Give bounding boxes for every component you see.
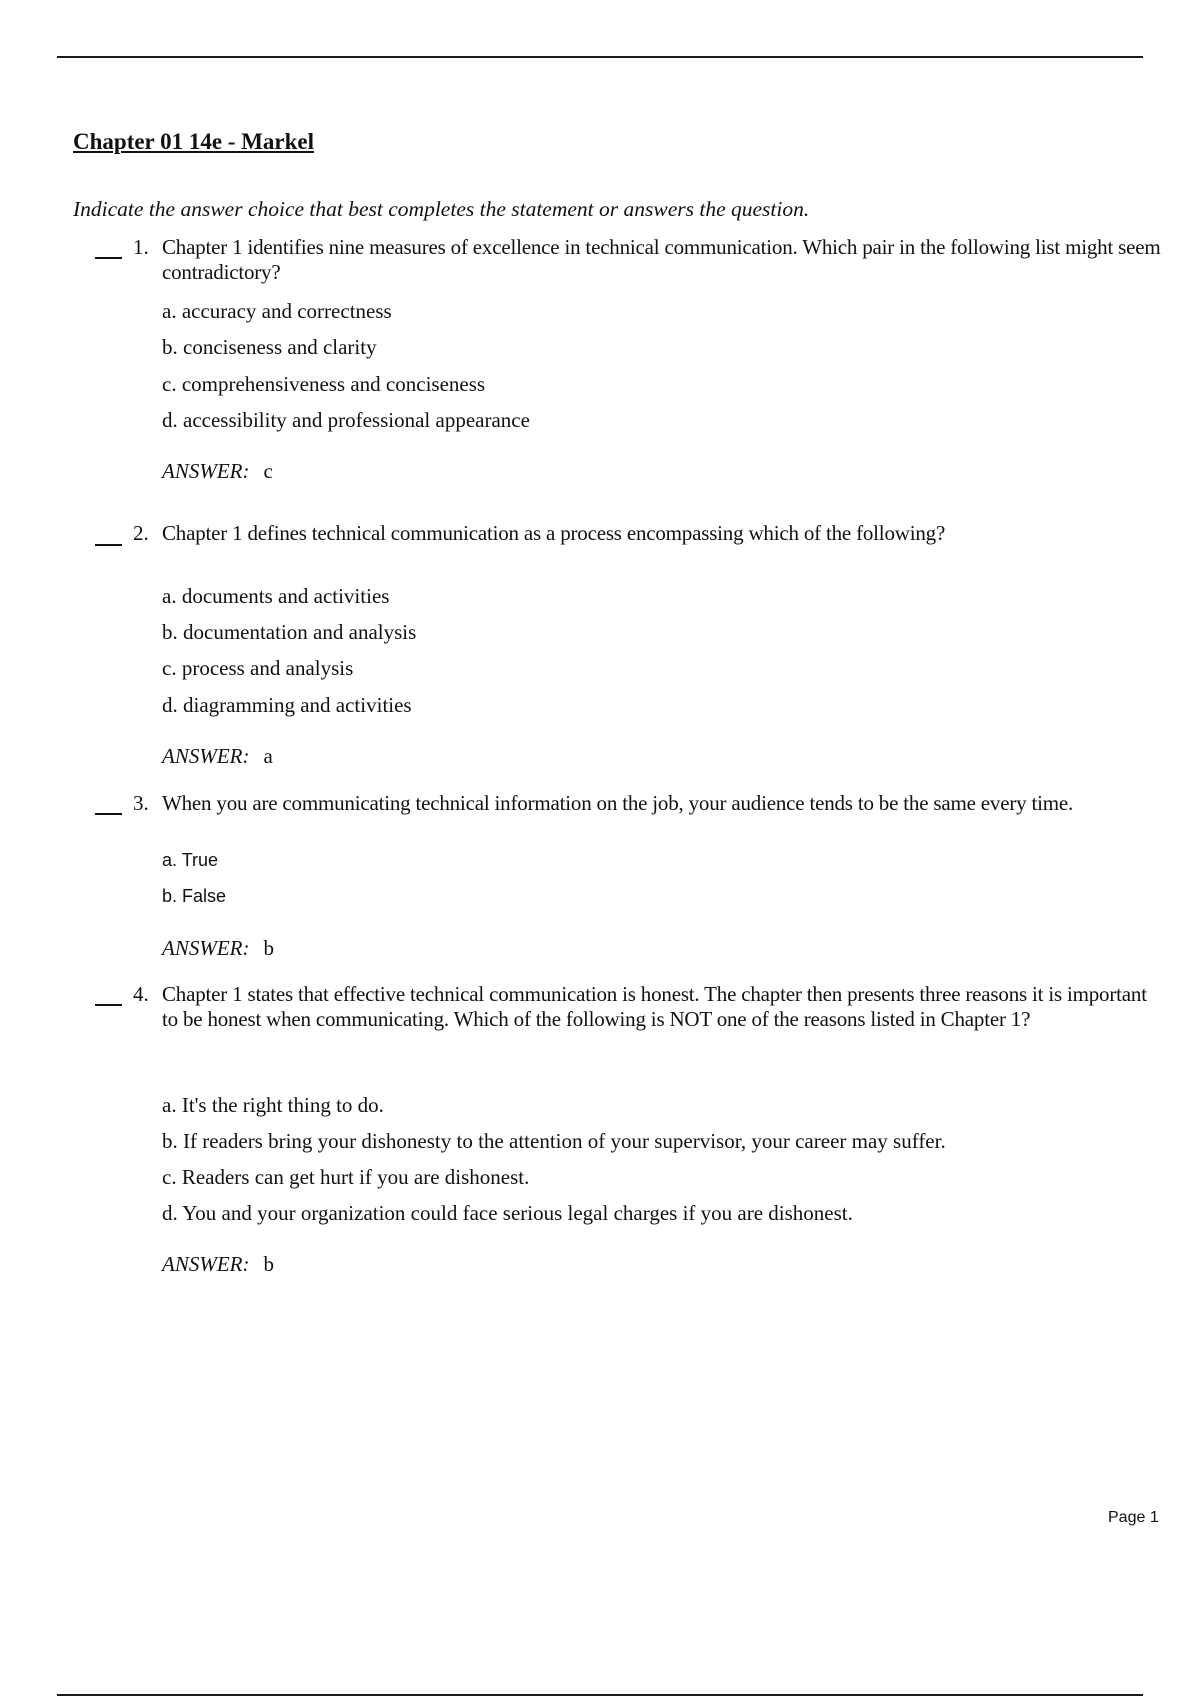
option-b: b. documentation and analysis bbox=[162, 620, 417, 644]
bottom-rule bbox=[57, 1694, 1143, 1696]
question-number: 1. bbox=[133, 235, 149, 259]
instructions: Indicate the answer choice that best completes the statement or answers the question. bbox=[73, 197, 810, 221]
option-a: a. documents and activities bbox=[162, 584, 390, 608]
answer-blank[interactable] bbox=[95, 257, 122, 259]
answer-value: b bbox=[263, 1252, 274, 1276]
option-c: c. comprehensiveness and conciseness bbox=[162, 372, 486, 396]
option-b: b. If readers bring your dishonesty to the attention of your supervisor, your career may suffer. bbox=[162, 1129, 946, 1153]
page-number: Page 1 bbox=[1108, 1509, 1159, 1526]
document-title: Chapter 01 14e - Markel bbox=[73, 129, 315, 154]
answer-label: ANSWER: bbox=[162, 459, 250, 483]
option-c: c. process and analysis bbox=[162, 656, 354, 680]
answer-line bbox=[162, 935, 274, 961]
question-text: Chapter 1 states that effective technical communication is honest. The chapter then presents three reasons it is important to be honest when communicating. Which of the following is NOT one of the reasons listed in Chapter 1? bbox=[162, 982, 1147, 1031]
option-b: b. conciseness and clarity bbox=[162, 335, 377, 359]
option-a: a. accuracy and correctness bbox=[162, 299, 392, 323]
option-d: d. diagramming and activities bbox=[162, 693, 412, 717]
answer-value: c bbox=[263, 459, 273, 483]
top-rule bbox=[57, 56, 1143, 58]
answer-label: ANSWER: bbox=[162, 936, 250, 960]
question-number: 2. bbox=[133, 521, 149, 545]
option-d: d. You and your organization could face serious legal charges if you are dishonest. bbox=[162, 1201, 853, 1225]
answer-line bbox=[162, 743, 273, 769]
answer-value: a bbox=[263, 744, 273, 768]
answer-blank[interactable] bbox=[95, 813, 122, 815]
question-text: Chapter 1 defines technical communication as a process encompassing which of the following? bbox=[162, 521, 946, 545]
answer-line bbox=[162, 458, 273, 484]
answer-label: ANSWER: bbox=[162, 1252, 250, 1276]
answer-value: b bbox=[263, 936, 274, 960]
question-number: 3. bbox=[133, 791, 149, 815]
answer-blank[interactable] bbox=[95, 544, 122, 546]
question-text: Chapter 1 identifies nine measures of excellence in technical communication. Which pair in the following list might seem contradictory? bbox=[162, 235, 1161, 284]
option-a: a. It's the right thing to do. bbox=[162, 1093, 384, 1117]
option-c: c. Readers can get hurt if you are dishonest. bbox=[162, 1165, 530, 1189]
answer-blank[interactable] bbox=[95, 1004, 122, 1006]
answer-label: ANSWER: bbox=[162, 744, 250, 768]
option-b: b. False bbox=[162, 886, 227, 906]
option-a: a. True bbox=[162, 850, 219, 870]
option-d: d. accessibility and professional appearance bbox=[162, 408, 530, 432]
question-text: When you are communicating technical information on the job, your audience tends to be the same every time. bbox=[162, 791, 1074, 815]
answer-line bbox=[162, 1251, 274, 1277]
question-number: 4. bbox=[133, 982, 149, 1006]
